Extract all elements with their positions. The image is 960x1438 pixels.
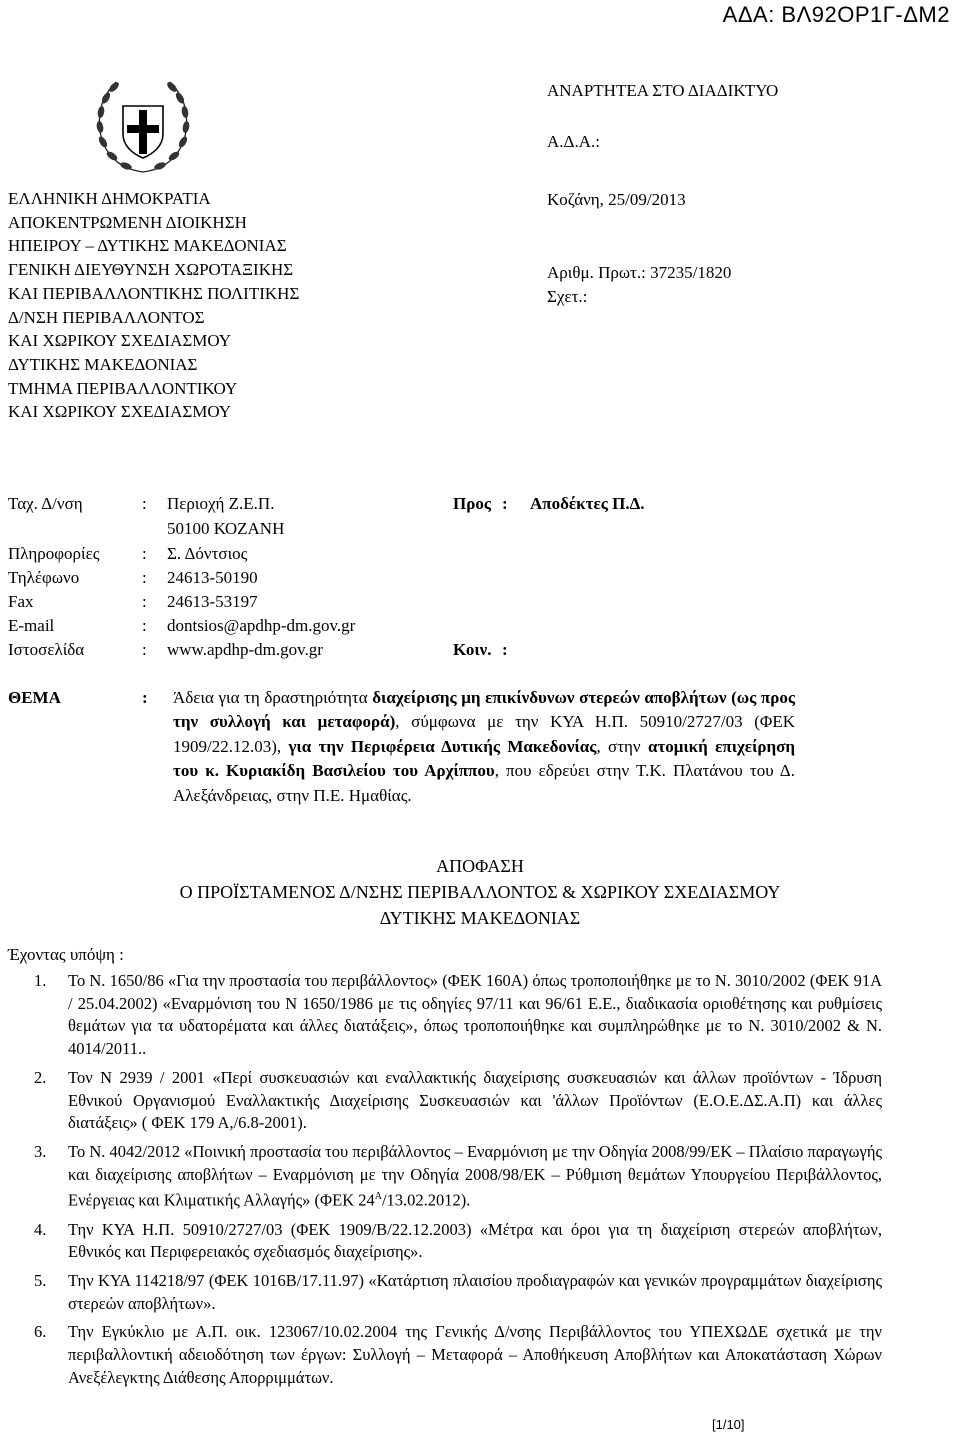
website-value[interactable]: www.apdhp-dm.gov.gr: [167, 640, 323, 659]
colon: :: [142, 544, 147, 563]
subject-part-bold: για την Περιφέρεια Δυτικής Μακεδονίας: [288, 736, 597, 756]
subject-part-bold: ατομική επιχείρηση του κ. Κυριακίδη Βασιλείου του Αρχίππου: [173, 736, 795, 781]
list-item: [34, 970, 882, 1061]
item-text: /13.02.2012).: [381, 1190, 471, 1210]
info-value: Σ. Δόντσιος: [167, 544, 248, 563]
authority-line: Δ/ΝΣΗ ΠΕΡΙΒΑΛΛΟΝΤΟΣ: [8, 307, 205, 327]
cc-label: Κοιν.: [453, 640, 492, 659]
email-label: E-mail: [8, 616, 55, 635]
greek-emblem-icon: [90, 72, 196, 178]
subject-part: , σύμφωνα με την ΚΥΑ Η.Π. 50910/2727/03 (ΦΕΚ 1909/22.12.03),: [173, 712, 795, 756]
fax-value: 24613-53197: [167, 592, 258, 611]
subject-label: ΘΕΜΑ: [8, 688, 61, 707]
postal-code-city: 50100 ΚΟΖΑΝΗ: [167, 519, 285, 538]
authority-line: ΑΠΟΚΕΝΤΡΩΜΕΝΗ ΔΙΟΙΚΗΣΗ: [8, 212, 247, 232]
item-number: 5.: [34, 1270, 47, 1290]
colon: :: [502, 640, 508, 659]
list-item: [34, 1141, 882, 1213]
item-text: Την Εγκύκλιο με Α.Π. οικ. 123067/10.02.2004 της Γενικής Δ/νσης Περιβάλλοντος του ΥΠΕΧΩΔΕ σχετικά με την περιβαλλοντική αδειοδότηση των έργων: Συλλογή – Μεταφορά – Αποθήκευση Αποβλήτων και Αποκατάσταση Χώρων Ανεξέλεγκτης Διάθεσης Απορριμμάτων.: [68, 1322, 882, 1387]
item-number: 6.: [34, 1322, 47, 1342]
subject-part-bold: διαχείρισης μη επικίνδυνων στερεών αποβλήτων (ως προς την συλλογή και μεταφορά): [173, 688, 795, 732]
ada-label: Α.Δ.Α.:: [547, 132, 600, 151]
list-item: [34, 1219, 882, 1264]
authority-line: ΚΑΙ ΧΩΡΙΚΟΥ ΣΧΕΔΙΑΣΜΟΥ: [8, 402, 232, 422]
colon: :: [142, 568, 147, 587]
subject-part: , που εδρεύει στην Τ.Κ. Πλατάνου του Δ. Αλεξάνδρειας, στην Π.Ε. Ημαθίας.: [173, 761, 795, 805]
item-superscript: Α: [374, 1191, 382, 1203]
item-text: Την ΚΥΑ 114218/97 (ΦΕΚ 1016Β/17.11.97) «Κατάρτιση πλαισίου προδιαγραφών και γενικών προγραμμάτων διαχείρισης στερεών αποβλήτων».: [68, 1270, 882, 1313]
authority-line: ΕΛΛΗΝΙΚΗ ΔΗΜΟΚΡΑΤΙΑ: [8, 189, 211, 208]
item-number: 1.: [34, 971, 47, 990]
website-label: Ιστοσελίδα: [8, 640, 85, 659]
list-item: [34, 1270, 882, 1315]
authority-line: ΔΥΤΙΚΗΣ ΜΑΚΕΔΟΝΙΑΣ: [8, 354, 198, 374]
list-item: [34, 1067, 882, 1135]
issuing-authority: [8, 187, 299, 424]
colon: :: [142, 640, 147, 659]
authority-line: ΚΑΙ ΠΕΡΙΒΑΛΛΟΝΤΙΚΗΣ ΠΟΛΙΤΙΚΗΣ: [8, 283, 300, 303]
phone-label: Τηλέφωνο: [8, 568, 80, 587]
decision-issuer: Ο ΠΡΟΪΣΤΑΜΕΝΟΣ Δ/ΝΣΗΣ ΠΕΡΙΒΑΛΛΟΝΤΟΣ & ΧΩΡΙΚΟΥ ΣΧΕΔΙΑΣΜΟΥ: [179, 882, 781, 902]
ada-code: ΑΔΑ: ΒΛ92ΟΡ1Γ-ΔΜ2: [722, 2, 950, 27]
considering-label: Έχοντας υπόψη :: [8, 945, 124, 964]
recipient-label: Προς: [453, 494, 491, 513]
item-text: Το Ν. 4042/2012 «Ποινική προστασία του περιβάλλοντος – Εναρμόνιση με την Οδηγία 2008/99/ΕΚ – Πλαίσιο παραγωγής και διαχείρισης αποβλήτων – Εναρμόνιση με την Οδηγία 2008/98/ΕΚ – Ρύθμιση θεμάτων Υπουργείου Περιβάλλοντος, Ενέργειας και Κλιματικής Αλλαγής» (ΦΕΚ 24: [68, 1141, 882, 1210]
item-text: Το Ν. 1650/86 «Για την προστασία του περιβάλλοντος» (ΦΕΚ 160Α) όπως τροποποιήθηκε με το Ν. 3010/2002 (ΦΕΚ 91Α / 25.04.2002) «Εναρμόνιση του Ν 1650/1986 με τις οδηγίες 97/11 και 96/61 Ε.Ε., διαδικασία οριοθέτησης και ρυθμίσεις θεμάτων για τα υδατορέματα και άλλες διατάξεις», όπως τροποποιήθηκε και συμπληρώθηκε με το Ν. 3010/2002 & Ν. 4014/2011..: [68, 971, 882, 1059]
authority-line: ΓΕΝΙΚΗ ΔΙΕΥΘΥΝΣΗ ΧΩΡΟΤΑΞΙΚΗΣ: [8, 260, 294, 280]
item-number: 2.: [34, 1067, 47, 1087]
reference-label: Σχετ.:: [547, 287, 588, 306]
info-label: Πληροφορίες: [8, 544, 100, 563]
colon: :: [142, 592, 147, 611]
colon: :: [142, 494, 147, 513]
subject-part: , στην: [596, 736, 648, 756]
subject-text: [173, 686, 795, 808]
decision-issuer-region: ΔΥΤΙΚΗΣ ΜΑΚΕΔΟΝΙΑΣ: [379, 908, 581, 928]
address-label: Ταχ. Δ/νση: [8, 494, 83, 513]
item-text: Τον Ν 2939 / 2001 «Περί συσκευασιών και εναλλακτικής διαχείρισης συσκευασιών και άλλων προϊόντων - Ίδρυση Εθνικού Οργανισμού Εναλλακτικής Διαχείρισης Συσκευασιών και 'άλλων Προϊόντων (Ε.Ο.Ε.ΔΣ.Α.Π) και άλλες διατάξεις» ( ΦΕΚ 179 Α,/6.8-2001).: [68, 1067, 882, 1133]
protocol-number: Αριθμ. Πρωτ.: 37235/1820: [547, 263, 732, 282]
decision-title: ΑΠΟΦΑΣΗ: [436, 856, 524, 876]
authority-line: ΤΜΗΜΑ ΠΕΡΙΒΑΛΛΟΝΤΙΚΟΥ: [8, 378, 238, 398]
item-number: 3.: [34, 1141, 47, 1161]
colon: :: [142, 688, 148, 707]
colon: :: [502, 494, 508, 513]
colon: :: [142, 616, 147, 635]
document-date: Κοζάνη, 25/09/2013: [547, 190, 686, 209]
posting-note: ΑΝΑΡΤΗΤΕΑ ΣΤΟ ΔΙΑΔΙΚΤΥΟ: [547, 81, 779, 100]
fax-label: Fax: [8, 592, 34, 611]
list-item: [34, 1321, 882, 1389]
page-number: [1/10]: [712, 1417, 745, 1432]
authority-line: ΗΠΕΙΡΟΥ – ΔΥΤΙΚΗΣ ΜΑΚΕΔΟΝΙΑΣ: [8, 236, 287, 256]
item-number: 4.: [34, 1219, 47, 1239]
authority-line: ΚΑΙ ΧΩΡΙΚΟΥ ΣΧΕΔΙΑΣΜΟΥ: [8, 331, 232, 351]
recipient-value: Αποδέκτες Π.Δ.: [530, 494, 645, 513]
considerations-list: [34, 970, 882, 1395]
item-text: Την ΚΥΑ Η.Π. 50910/2727/03 (ΦΕΚ 1909/Β/22.12.2003) «Μέτρα και όροι για τη διαχείριση στερεών αποβλήτων, Εθνικός και Περιφερειακός σχεδιασμός διαχείρισης».: [68, 1219, 882, 1262]
email-value[interactable]: dontsios@apdhp-dm.gov.gr: [167, 616, 356, 635]
subject-part: Άδεια για τη δραστηριότητα: [173, 688, 373, 707]
address-value: Περιοχή Ζ.Ε.Π.: [167, 494, 275, 513]
phone-value: 24613-50190: [167, 568, 258, 587]
